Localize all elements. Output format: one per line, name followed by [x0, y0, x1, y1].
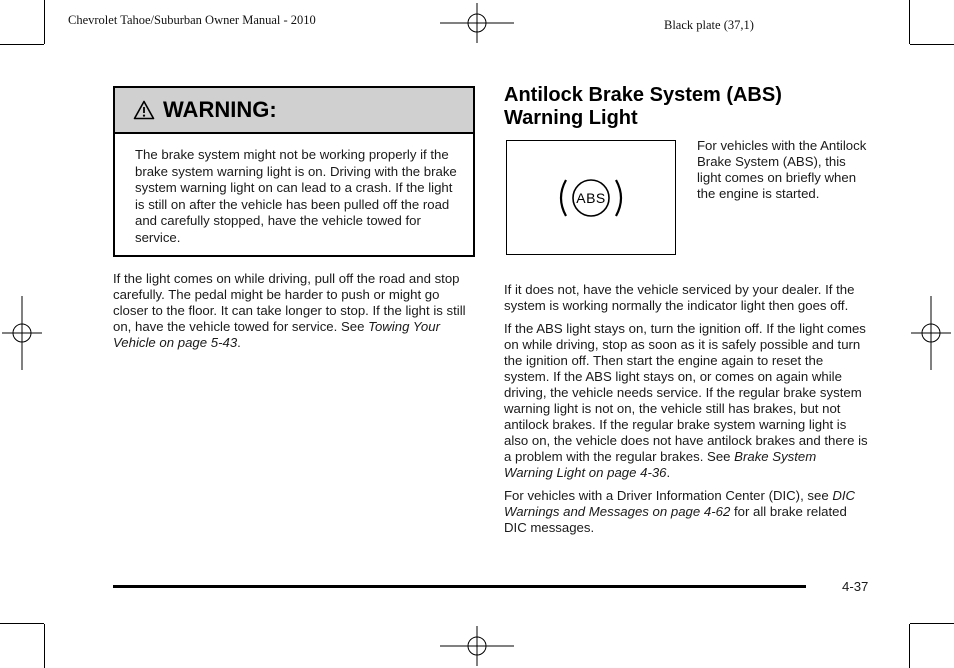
abs-indicator-label: ABS: [576, 189, 606, 206]
section-title: Antilock Brake System (ABS) Warning Light: [504, 84, 782, 129]
crop-mark: [44, 0, 45, 44]
crop-mark: [910, 623, 954, 624]
abs-indicator-box: [506, 140, 676, 255]
cross-reference-link[interactable]: DIC Warnings and Messages on page 4-62: [504, 488, 856, 519]
abs-paragraph-2: If the ABS light stays on, turn the ignition off. If the light comes on while driving, stop as soon as it is safely possible and turn the ignition off. Then start the engine again to reset the system. If the ABS light stays on, or comes on again while driving, the vehicle needs service. If the regular brake system warning light is not on, the vehicle still has brakes, but not antilock brakes. If the regular brake system warning light is also on, the vehicle does not have antilock brakes and there is a problem with the regular brakes. See Brake System Warning Light on page 4-36.: [504, 321, 868, 480]
registration-mark-icon: [2, 296, 42, 370]
manual-title: Chevrolet Tahoe/Suburban Owner Manual - 2010: [68, 13, 316, 27]
footer-rule: [113, 585, 806, 588]
registration-mark-icon: [440, 3, 514, 43]
warning-triangle-icon: [133, 100, 155, 120]
abs-paragraph-3: For vehicles with a Driver Information Center (DIC), see DIC Warnings and Messages on page 4-62 for all brake related DIC messages.: [504, 488, 856, 535]
page-number: 4-37: [842, 579, 869, 594]
crop-mark: [0, 44, 44, 45]
crop-mark: [44, 624, 45, 668]
cross-reference-link[interactable]: Towing Your Vehicle on page 5-43: [113, 319, 440, 350]
abs-paragraph-1: If it does not, have the vehicle serviced by your dealer. If the system is working normally the indicator light then goes off.: [504, 282, 855, 313]
right-column: [504, 282, 868, 543]
warning-text: The brake system might not be working properly if the brake system warning light is on. Driving with the brake system warning light on can lead to a crash. If the light is still on after the vehicle has been pulled off the road and carefully stopped, have the vehicle towed for service.: [135, 147, 457, 245]
crop-mark: [910, 44, 954, 45]
left-column: [113, 271, 478, 358]
crop-mark: [909, 624, 910, 668]
warning-title: WARNING:: [163, 97, 277, 122]
abs-intro: For vehicles with the Antilock Brake System (ABS), this light comes on briefly when the engine is started.: [697, 138, 867, 201]
registration-mark-icon: [440, 626, 514, 666]
warning-box: [113, 86, 475, 257]
abs-warning-light-icon: [558, 176, 624, 220]
crop-mark: [0, 623, 44, 624]
warning-header: [115, 88, 473, 134]
plate-label: Black plate (37,1): [664, 18, 754, 32]
cross-reference-link[interactable]: Brake System Warning Light on page 4-36: [504, 449, 817, 480]
registration-mark-icon: [911, 296, 951, 370]
crop-mark: [909, 0, 910, 44]
brake-paragraph: If the light comes on while driving, pull off the road and stop carefully. The pedal might be harder to push or might go closer to the floor. It can take longer to stop. If the light is still on, have the vehicle towed for service. See Towing Your Vehicle on page 5-43.: [113, 271, 466, 350]
